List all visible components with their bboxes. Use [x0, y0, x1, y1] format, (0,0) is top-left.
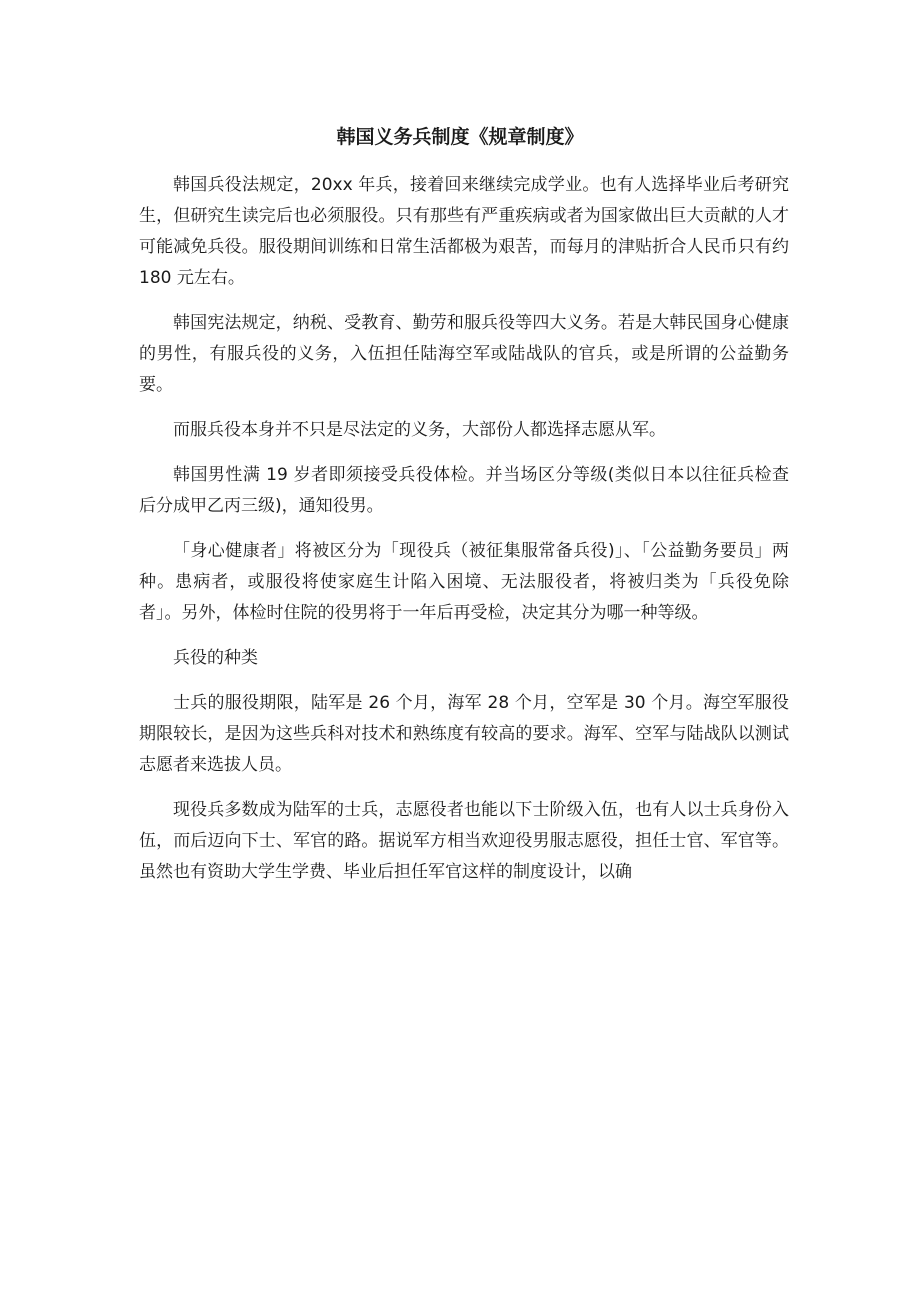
paragraph-service-period: 士兵的服役期限，陆军是 26 个月，海军 28 个月，空军是 30 个月。海空军服役期限较长，是因为这些兵科对技术和熟练度有较高的要求。海军、空军与陆战队以测试志愿者来选拔人员。	[139, 693, 789, 775]
paragraph-classification: 「身心健康者」将被区分为「现役兵（被征集服常备兵役)」、「公益勤务要员」两种。患病者，或服役将使家庭生计陷入困境、无法服役者，将被归类为「兵役免除者」。另外，体检时住院的役男将于一年后再受检，决定其分为哪一种等级。	[139, 541, 789, 623]
paragraph-volunteer-service: 而服兵役本身并不只是尽法定的义务，大部份人都选择志愿从军。	[173, 420, 666, 440]
paragraph-military-service-law: 韩国兵役法规定，20xx 年兵，接着回来继续完成学业。也有人选择毕业后考研究生，但研究生读完后也必须服役。只有那些有严重疾病或者为国家做出巨大贡献的人才可能减免兵役。服役期间训练和日常生活都极为艰苦，而每月的津贴折合人民币只有约 180 元左右。	[139, 175, 789, 288]
paragraph-active-duty: 现役兵多数成为陆军的士兵，志愿役者也能以下士阶级入伍，也有人以士兵身份入伍，而后迈向下士、军官的路。据说军方相当欢迎役男服志愿役，担任士官、军官等。虽然也有资助大学生学费、毕业后担任军官这样的制度设计，以确	[139, 800, 789, 882]
paragraph-constitution-duties: 韩国宪法规定，纳税、受教育、勤劳和服兵役等四大义务。若是大韩民国身心健康的男性，有服兵役的义务，入伍担任陆海空军或陆战队的官兵，或是所谓的公益勤务要。	[139, 313, 789, 395]
section-heading-service-types: 兵役的种类	[173, 648, 258, 668]
paragraph-physical-exam: 韩国男性满 19 岁者即须接受兵役体检。并当场区分等级(类似日本以往征兵检查后分成甲乙丙三级)，通知役男。	[139, 465, 789, 516]
document-body	[139, 170, 789, 902]
document-title: 韩国义务兵制度《规章制度》	[336, 126, 584, 148]
